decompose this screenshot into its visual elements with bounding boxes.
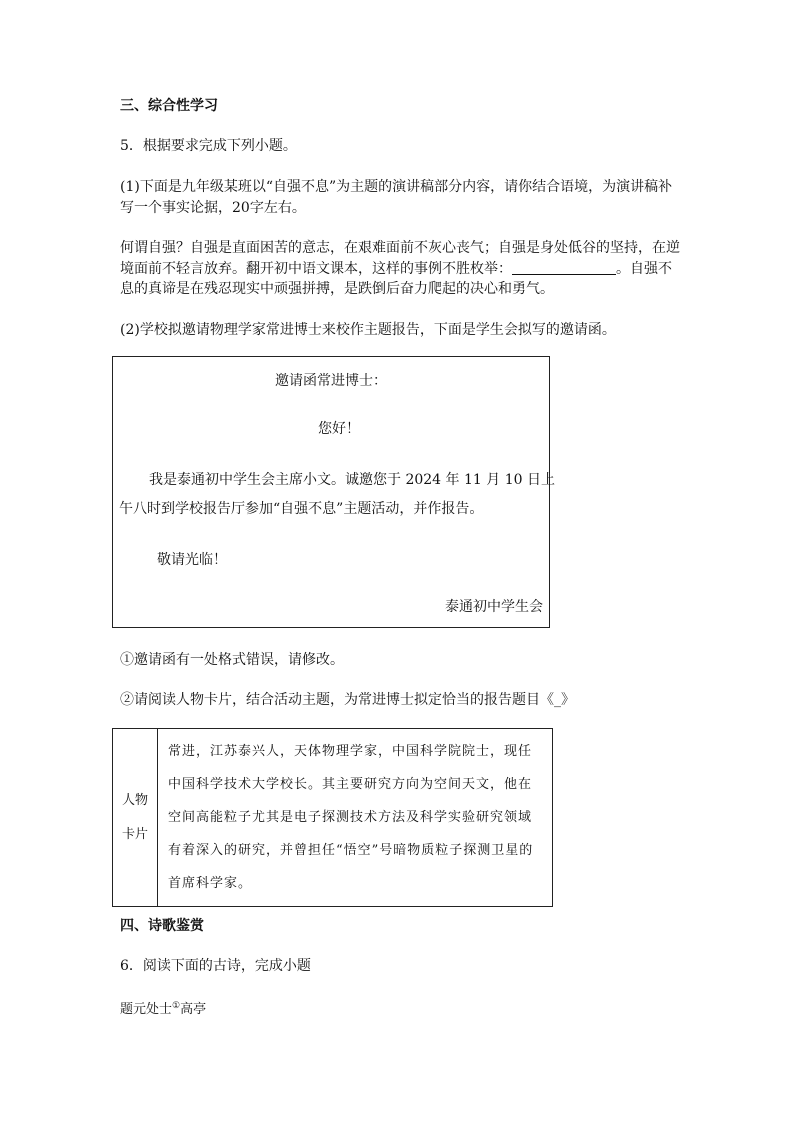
letter-signature: 泰通初中学生会	[445, 599, 543, 615]
letter-closing: 敬请光临！	[157, 552, 227, 568]
passage-line2-end: 。自强不	[616, 261, 672, 277]
passage-line2-start: 境面前不轻言放弃。翻开初中语文课本，这样的事例不胜枚举：	[120, 261, 512, 277]
passage-line2	[120, 259, 672, 279]
answer-blank[interactable]	[512, 260, 616, 275]
letter-body-line1: 我是泰通初中学生会主席小文。诚邀您于 2024 年 11 月 10 日上	[149, 472, 555, 488]
poem-note-marker: ①	[172, 1001, 181, 1011]
character-card	[112, 728, 553, 907]
q5-part1-line1: (1)下面是九年级某班以“自强不息”为主题的演讲稿部分内容，请你结合语境，为演讲稿补	[120, 179, 673, 195]
card-label-line1: 人物	[121, 792, 148, 808]
card-label-line2: 卡片	[121, 826, 148, 842]
poem-title-text: 题元处士	[120, 1002, 173, 1017]
poem-title-end: 高亭	[180, 1002, 207, 1017]
card-text: 常进，江苏泰兴人，天体物理学家，中国科学院院士，现任中国科学技术大学校长。其主要研究方向为空间天文，他在空间高能粒子尤其是电子探测技术方法及科学实验研究领域有着深入的研究，并曾担任“悟空”号暗物质粒子探测卫星的首席科学家。	[158, 729, 553, 907]
card-label	[113, 729, 158, 907]
q5-sub1: ①邀请函有一处格式错误，请修改。	[120, 652, 344, 668]
letter-body-line2: 午八时到学校报告厅参加“自强不息”主题活动，并作报告。	[119, 501, 484, 517]
invitation-letter-box	[112, 356, 555, 628]
q6-stem: 6．阅读下面的古诗，完成小题	[120, 958, 311, 974]
section3-heading: 三、综合性学习	[120, 98, 218, 114]
passage-line3: 息的真谛是在残忍现实中顽强拼搏，是跌倒后奋力爬起的决心和勇气。	[120, 281, 554, 297]
letter-title: 邀请函常进博士：	[275, 373, 387, 389]
q5-part1-line2: 写一个事实论据，20字左右。	[120, 200, 306, 216]
poem-title	[120, 996, 206, 1020]
passage-line1: 何谓自强？自强是直面困苦的意志，在艰难面前不灰心丧气；自强是身处低谷的坚持，在逆	[120, 240, 680, 256]
q5-stem: 5．根据要求完成下列小题。	[120, 138, 297, 154]
q5-part2-intro: (2)学校拟邀请物理学家常进博士来校作主题报告，下面是学生会拟写的邀请函。	[120, 322, 616, 338]
letter-greeting: 您好！	[318, 421, 360, 437]
q5-sub2: ②请阅读人物卡片，结合活动主题，为常进博士拟定恰当的报告题目《_》	[120, 692, 575, 708]
section4-heading: 四、诗歌鉴赏	[120, 918, 204, 934]
